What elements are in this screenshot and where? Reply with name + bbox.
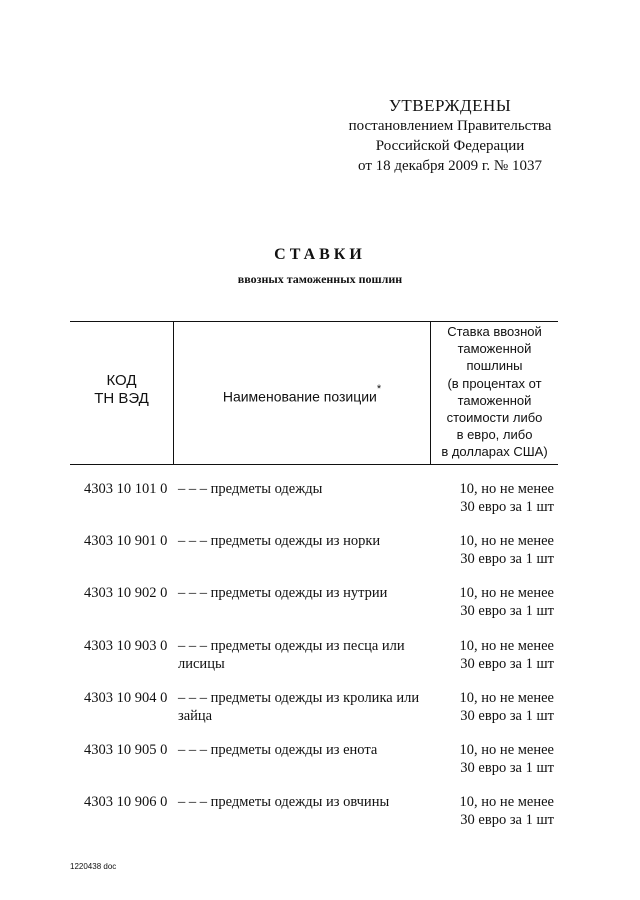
header-rate-line: таможенной <box>457 341 532 357</box>
row-code: 4303 10 902 0 <box>84 585 168 601</box>
row-name: – – – предметы одежды из енота <box>178 742 378 758</box>
row-name: – – – предметы одежды из овчины <box>178 794 390 810</box>
row-rate-line: 10, но не менее <box>459 690 554 706</box>
row-code: 4303 10 904 0 <box>84 690 168 706</box>
header-rate-line: пошлины <box>466 358 523 374</box>
row-code: 4303 10 101 0 <box>84 481 168 497</box>
row-name: – – – предметы одежды из норки <box>178 533 381 549</box>
row-rate <box>430 689 554 725</box>
document-title: СТАВКИ <box>274 246 366 263</box>
row-rate <box>430 584 554 620</box>
header-name-text: Наименование позиции <box>222 388 377 405</box>
row-rate-line: 10, но не менее <box>459 638 554 654</box>
row-code: 4303 10 903 0 <box>84 638 168 654</box>
row-code: 4303 10 901 0 <box>84 533 168 549</box>
row-code: 4303 10 906 0 <box>84 794 168 810</box>
row-rate-line: 10, но не менее <box>459 794 554 810</box>
header-rate-line: Ставка ввозной <box>447 324 542 339</box>
row-name: – – – предметы одежды из кролика или зайца <box>178 690 420 724</box>
row-name: – – – предметы одежды из песца или лисицы <box>178 638 405 672</box>
header-rate <box>431 323 558 461</box>
row-rate-line: 30 евро за 1 шт <box>460 760 554 776</box>
approval-line-3: от 18 декабря 2009 г. № 1037 <box>358 158 542 174</box>
header-rate-line: в евро, либо <box>456 427 533 443</box>
header-code-line: ТН ВЭД <box>94 390 149 407</box>
header-code-line: КОД <box>106 372 137 389</box>
row-rate-line: 10, но не менее <box>459 533 554 549</box>
approval-block <box>330 96 570 176</box>
row-rate-line: 10, но не менее <box>459 585 554 601</box>
row-rate <box>430 480 554 516</box>
header-rate-line: (в процентах от <box>447 375 542 391</box>
row-rate-line: 30 евро за 1 шт <box>460 499 554 515</box>
row-rate-line: 30 евро за 1 шт <box>460 812 554 828</box>
header-rate-line: в долларах США) <box>441 444 548 460</box>
row-rate <box>430 793 554 829</box>
file-reference: 1220438 doc <box>70 862 117 871</box>
row-rate <box>430 741 554 777</box>
row-rate-line: 10, но не менее <box>459 481 554 497</box>
row-rate-line: 30 евро за 1 шт <box>460 551 554 567</box>
approval-heading: УТВЕРЖДЕНЫ <box>388 96 512 115</box>
document-subtitle: ввозных таможенных пошлин <box>237 272 403 286</box>
header-rate-line: стоимости либо <box>446 410 543 426</box>
row-rate-line: 30 евро за 1 шт <box>460 603 554 619</box>
footnote-mark: * <box>376 383 382 395</box>
row-rate <box>430 637 554 673</box>
row-name: – – – предметы одежды из нутрии <box>178 585 388 601</box>
header-rate-line: таможенной <box>457 392 532 408</box>
table-header <box>70 321 558 465</box>
approval-line-2: Российской Федерации <box>375 138 525 154</box>
row-rate-line: 10, но не менее <box>459 742 554 758</box>
row-code: 4303 10 905 0 <box>84 742 168 758</box>
approval-line-1: постановлением Правительства <box>348 118 552 134</box>
row-rate <box>430 532 554 568</box>
row-rate-line: 30 евро за 1 шт <box>460 708 554 724</box>
row-name: – – – предметы одежды <box>178 481 323 497</box>
row-rate-line: 30 евро за 1 шт <box>460 656 554 672</box>
header-name <box>174 384 430 406</box>
header-code <box>70 372 173 408</box>
